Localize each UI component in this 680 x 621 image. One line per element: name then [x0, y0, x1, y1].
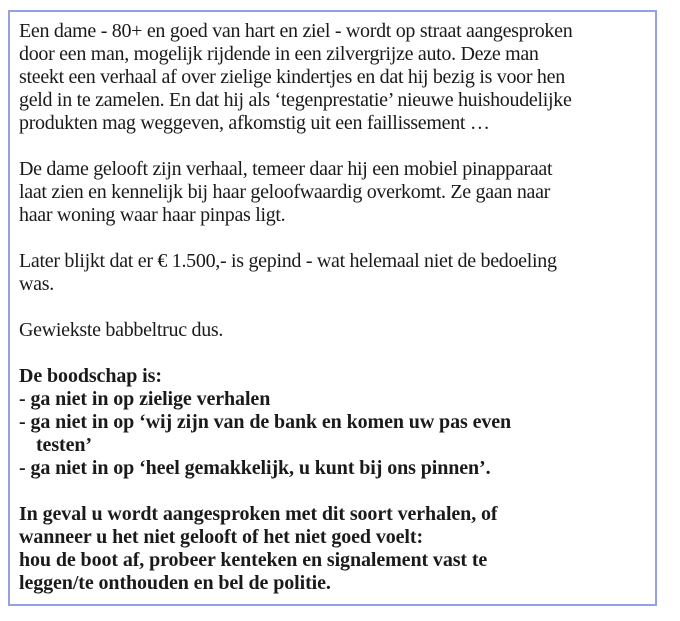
bullet-continuation-line: testen’	[36, 434, 92, 456]
text-line: laat zien en kennelijk bij haar geloofwaardig overkomt. Ze gaan naar	[19, 181, 551, 203]
text-line: Gewiekste babbeltruc dus.	[19, 319, 224, 341]
text-line: hou de boot af, probeer kenteken en signalement vast te	[19, 549, 488, 571]
text-line: produkten mag weggeven, afkomstig uit een faillissement …	[19, 112, 490, 134]
bullet-line: - ga niet in op zielige verhalen	[19, 388, 271, 410]
paragraph-conclusion	[19, 319, 646, 342]
text-line: door een man, mogelijk rijdende in een zilvergrijze auto. Deze man	[19, 43, 539, 65]
text-line: De dame gelooft zijn verhaal, temeer daar hij een mobiel pinapparaat	[19, 158, 553, 180]
text-line: steekt een verhaal af over zielige kindertjes en dat hij bezig is voor hen	[19, 66, 565, 88]
bullet-line: - ga niet in op ‘wij zijn van de bank en komen uw pas even	[19, 411, 512, 433]
advice-block	[19, 503, 646, 595]
text-line: Een dame - 80+ en goed van hart en ziel - wordt op straat aangesproken	[19, 20, 573, 42]
text-line: was.	[19, 273, 54, 295]
text-line: geld in te zamelen. En dat hij als ‘tegenprestatie’ nieuwe huishoudelijke	[19, 89, 572, 111]
text-line: In geval u wordt aangesproken met dit soort verhalen, of	[19, 503, 498, 525]
paragraph-scam-intro	[19, 20, 646, 135]
text-line: wanneer u het niet gelooft of het niet goed voelt:	[19, 526, 424, 548]
paragraph-victim-believes	[19, 158, 646, 227]
paragraph-money-stolen	[19, 250, 646, 296]
bullet-line: - ga niet in op ‘heel gemakkelijk, u kunt bij ons pinnen’.	[19, 457, 491, 479]
text-line: leggen/te onthouden en bel de politie.	[19, 572, 331, 594]
text-line: haar woning waar haar pinpas ligt.	[19, 204, 286, 226]
bordered-text-panel	[8, 10, 657, 606]
text-line: Later blijkt dat er € 1.500,- is gepind - wat helemaal niet de bedoeling	[19, 250, 557, 272]
message-header: De boodschap is:	[19, 365, 162, 387]
message-block	[19, 365, 646, 480]
